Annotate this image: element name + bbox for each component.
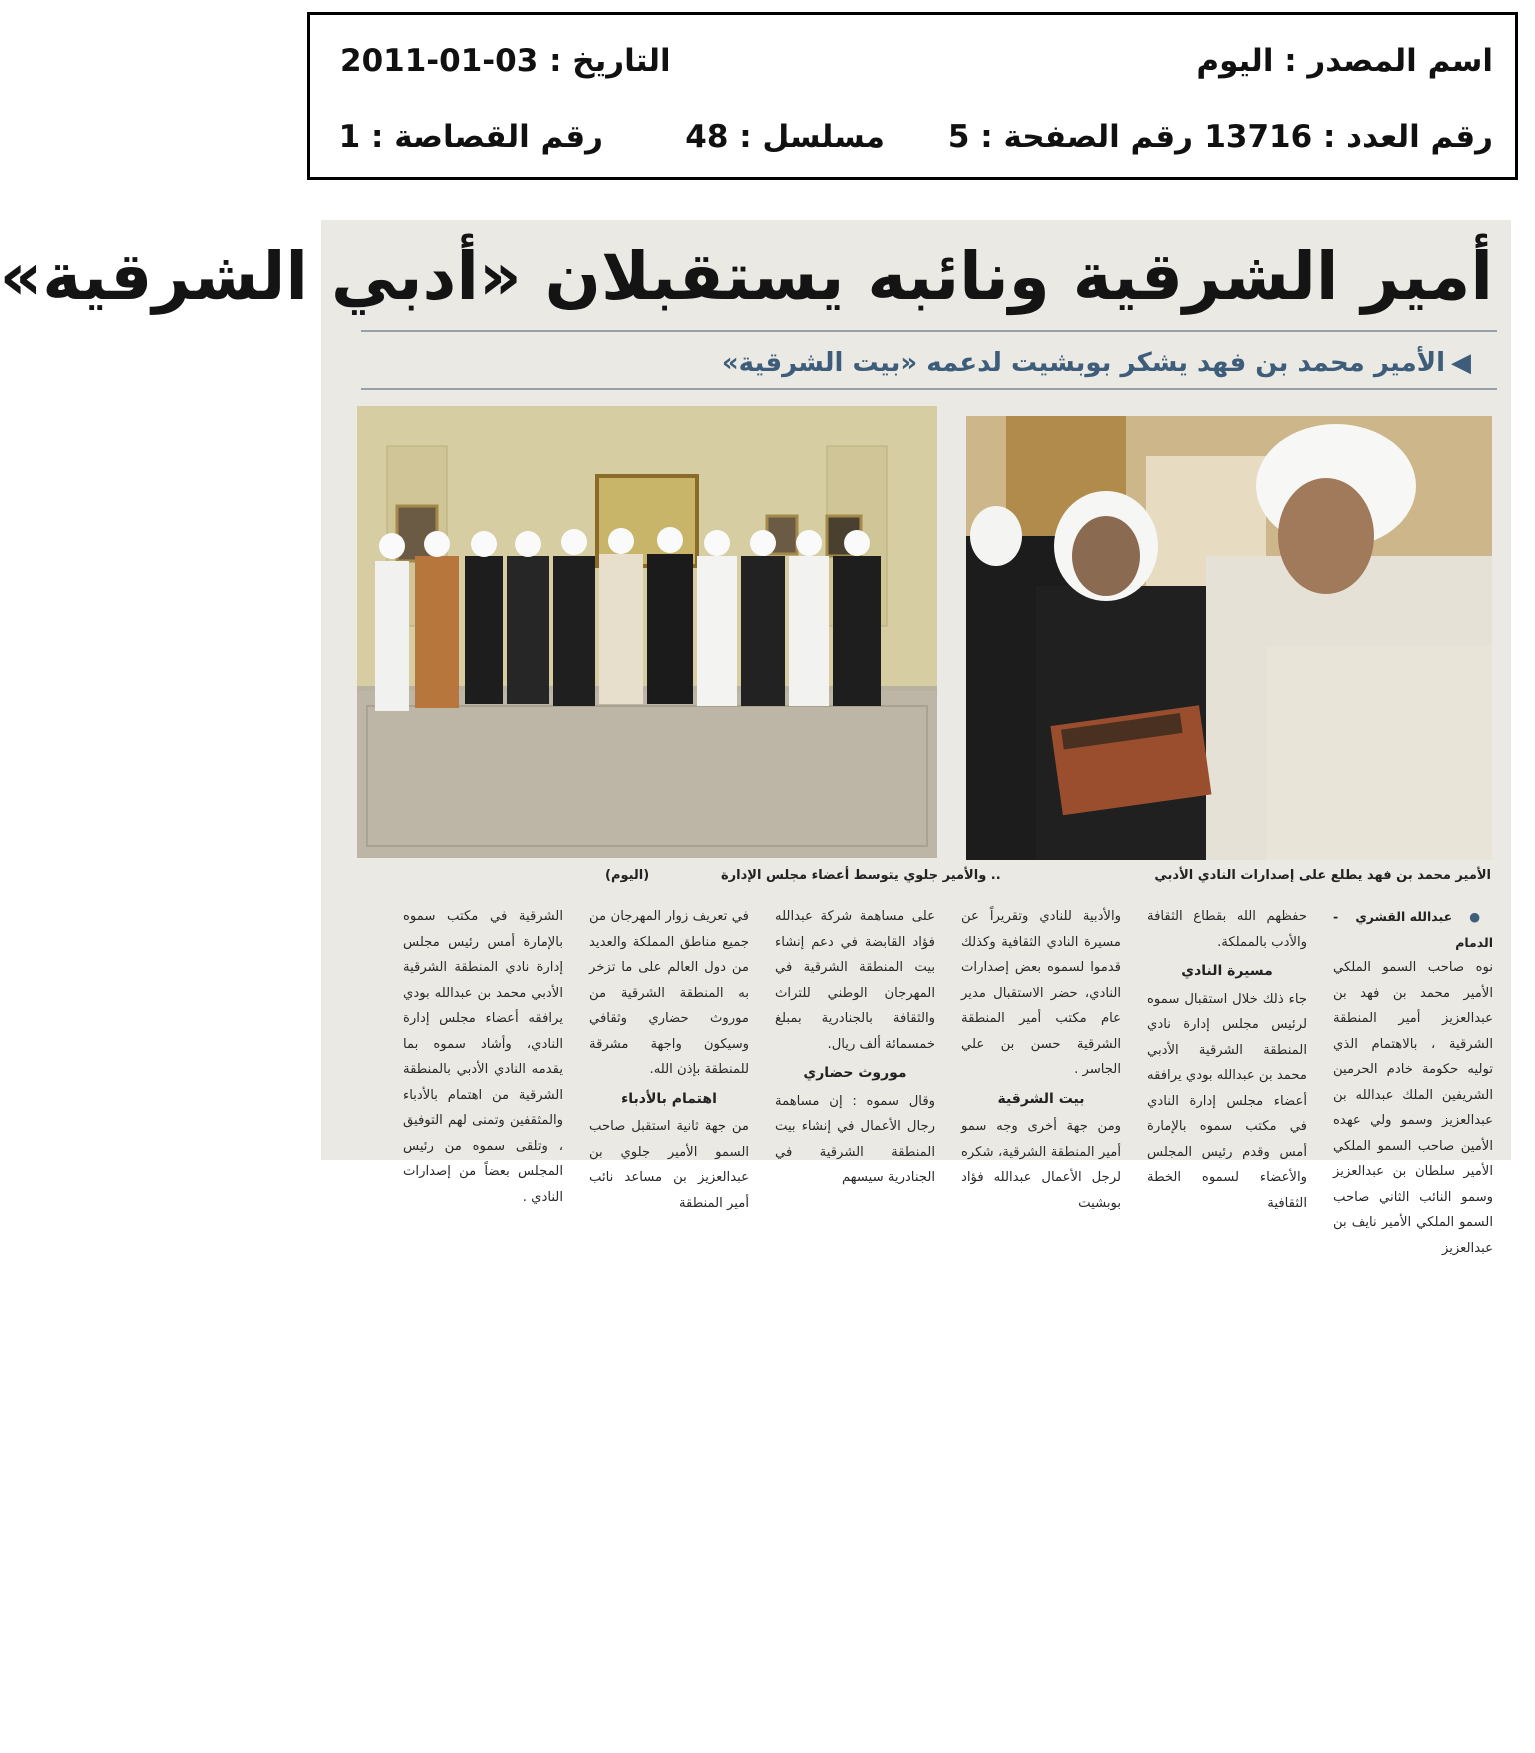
archive-metadata-box (307, 12, 1518, 180)
article-column-2 (1147, 904, 1307, 1211)
article-column-3 (961, 904, 1121, 1211)
divider (361, 330, 1497, 332)
article-byline (1333, 904, 1493, 955)
subheadline-text: الأمير محمد بن فهد يشكر بوبشيت لدعمه «بيت الشرقية» (721, 348, 1445, 378)
divider (361, 388, 1497, 390)
article-column-1 (1333, 904, 1493, 1256)
column-text: والأدبية للنادي وتقريراً عن مسيرة النادي الثقافية وكذلك قدموا لسموه بعض إصدارات النادي، حضر الاستقبال مدير عام مكتب أمير المنطقة الشرقية حسن بن علي الجاسر . (961, 909, 1121, 1077)
column-text: على مساهمة شركة عبدالله فؤاد القابضة في دعم إنشاء بيت المنطقة الشرقية في المهرجان الوطني للتراث والثقافة بالجنادرية بمبلغ خمسمائة ألف ريال. (775, 909, 935, 1052)
photo-credit: (اليوم) (605, 868, 650, 883)
column-text: حفظهم الله بقطاع الثقافة والأدب بالمملكة. (1147, 909, 1307, 950)
article-column-5 (589, 904, 749, 1211)
publication-viewing-photo (966, 416, 1492, 860)
newspaper-clipping (0, 220, 1511, 1256)
source-name: اسم المصدر : اليوم (1196, 43, 1493, 79)
column-text: من جهة ثانية استقبل صاحب السمو الأمير جلوي بن عبدالعزيز بن مساعد نائب أمير المنطقة (589, 1119, 749, 1211)
serial-number: مسلسل : 48 (685, 119, 885, 155)
column-text: وقال سموه : إن مساهمة رجال الأعمال في إنشاء بيت المنطقة الشرقية في الجنادرية سيسهم (775, 1093, 935, 1185)
article-column-6 (403, 904, 563, 1205)
column-text: نوه صاحب السمو الملكي الأمير محمد بن فهد بن عبدالعزيز أمير المنطقة الشرقية ، بالاهتمام الذي توليه حكومة خادم الحرمين الشريفين الملك عبدالله بن عبدالعزيز وسمو ولي عهده الأمين صاحب السمو الملكي الأمير سلطان بن عبدالعزيز وسمو النائب الثاني صاحب السمو الملكي الأمير نايف بن عبدالعزيز (1333, 960, 1493, 1256)
article-subheadline (722, 348, 1471, 378)
column-text: ومن جهة أخرى وجه سمو أمير المنطقة الشرقية، شكره لرجل الأعمال عبدالله فؤاد بوبشيت (961, 1119, 1121, 1211)
group-photo-illustration (357, 406, 937, 858)
article-headline: أمير الشرقية ونائبه يستقبلان «أدبي الشرقية» (0, 238, 1493, 315)
page-number: رقم الصفحة : 5 (947, 119, 1193, 155)
metadata-row-1 (310, 43, 1515, 79)
section-heading: اهتمام بالأدباء (621, 1090, 717, 1107)
clipping-number: رقم القصاصة : 1 (338, 119, 603, 155)
column-text: جاء ذلك خلال استقبال سموه لرئيس مجلس إدارة نادي المنطقة الشرقية الأدبي محمد بن عبدالله بودي يرافقه أعضاء مجلس إدارة النادي في مكتب سموه بالإمارة أمس وقدم رئيس المجلس والأعضاء لسموه الخطة الثقافية (1147, 991, 1307, 1211)
column-text: في تعريف زوار المهرجان من جميع مناطق المملكة والعديد من دول العالم على ما تزخر به المنطقة الشرقية من موروث حضاري وثقافي وسيكون واجهة مشرقة للمنطقة بإذن الله. (589, 909, 749, 1077)
issue-number: رقم العدد : 13716 (1204, 119, 1493, 155)
left-photo-caption: .. والأمير جلوي يتوسط أعضاء مجلس الإدارة (721, 868, 1001, 883)
publication-viewing-illustration (966, 416, 1492, 860)
triangle-marker-icon: ◀ (1451, 348, 1471, 378)
section-heading: مسيرة النادي (1181, 963, 1273, 979)
article-column-4 (775, 904, 935, 1185)
right-photo-caption: الأمير محمد بن فهد يطلع على إصدارات النادي الأدبي (1154, 868, 1491, 883)
byline-text: عبدالله القشري - الدمام (1333, 909, 1493, 950)
publication-date: التاريخ : 03-01-2011 (340, 43, 671, 79)
column-text: الشرقية في مكتب سموه بالإمارة أمس رئيس مجلس إدارة نادي المنطقة الشرقية الأدبي محمد بن عبدالله بودي يرافقه أعضاء مجلس إدارة النادي، وأشاد سموه بما يقدمه النادي الأدبي بالمنطقة الشرقية من اهتمام بالأدباء والمثقفين وتمنى لهم التوفيق ، وتلقى سموه من رئيس المجلس بعضاً من إصدارات النادي . (403, 909, 563, 1205)
section-heading: بيت الشرقية (997, 1090, 1085, 1107)
section-heading: موروث حضاري (803, 1065, 907, 1081)
bullet-icon: ● (1469, 909, 1493, 924)
group-photo (357, 406, 937, 858)
